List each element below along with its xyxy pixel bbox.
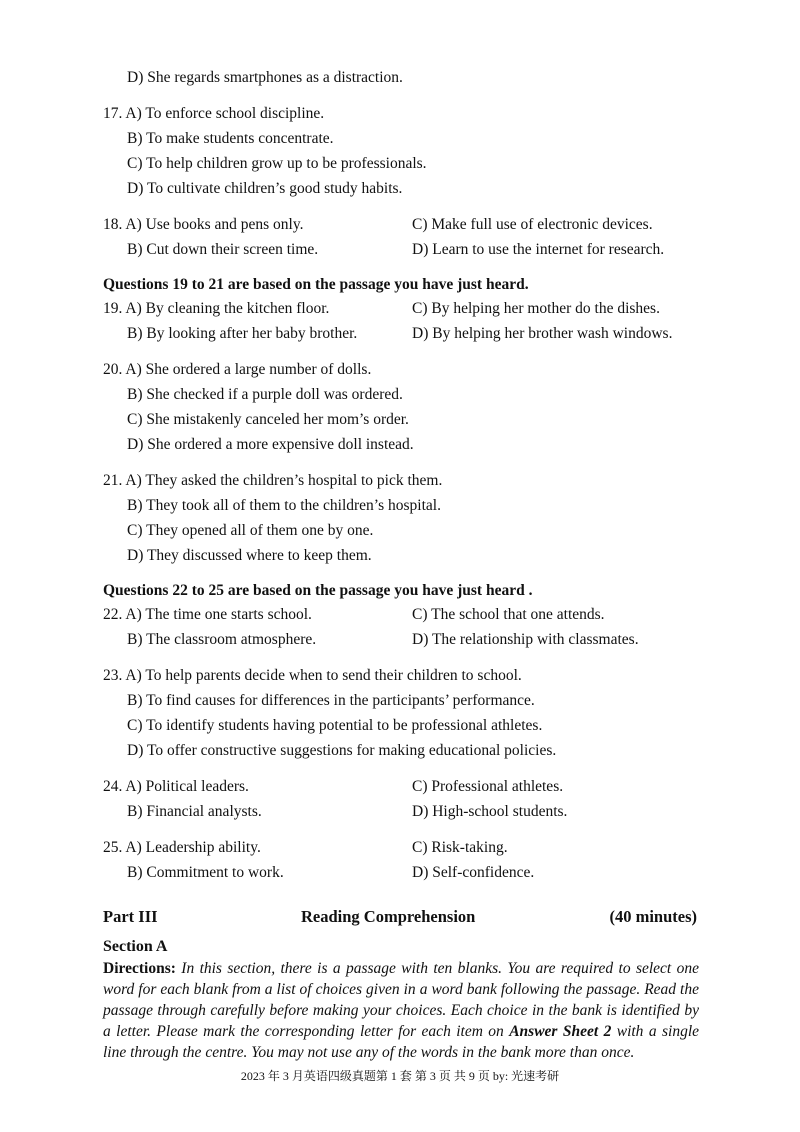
- q20-option-a: 20. A) She ordered a large number of dolls.: [103, 361, 372, 378]
- q18-option-b: B) Cut down their screen time.: [127, 241, 319, 258]
- questions-22-25-heading: Questions 22 to 25 are based on the passage you have just heard .: [103, 582, 533, 599]
- part-time: (40 minutes): [609, 907, 697, 926]
- q17-option-b: B) To make students concentrate.: [127, 130, 334, 147]
- questions-19-21-heading: Questions 19 to 21 are based on the passage you have just heard.: [103, 276, 529, 293]
- q21-option-c: C) They opened all of them one by one.: [127, 522, 374, 539]
- directions-paragraph: [103, 958, 699, 1063]
- q25-option-d: D) Self-confidence.: [412, 864, 535, 881]
- q24-option-d: D) High-school students.: [412, 803, 568, 820]
- part-title: Reading Comprehension: [301, 907, 476, 926]
- q19-option-a: 19. A) By cleaning the kitchen floor.: [103, 300, 330, 317]
- q19-option-d: D) By helping her brother wash windows.: [412, 325, 673, 342]
- q20-option-d: D) She ordered a more expensive doll instead.: [127, 436, 414, 453]
- q21-option-b: B) They took all of them to the children’s hospital.: [127, 497, 441, 514]
- q18-option-c: C) Make full use of electronic devices.: [412, 216, 653, 233]
- q23-option-d: D) To offer constructive suggestions for making educational policies.: [127, 742, 557, 759]
- q19-option-b: B) By looking after her baby brother.: [127, 325, 358, 342]
- q19-option-c: C) By helping her mother do the dishes.: [412, 300, 660, 317]
- q20-option-b: B) She checked if a purple doll was ordered.: [127, 386, 403, 403]
- q16-option-d: D) She regards smartphones as a distraction.: [127, 69, 403, 86]
- q22-option-c: C) The school that one attends.: [412, 606, 605, 623]
- part-label: Part III: [103, 907, 158, 926]
- q25-option-c: C) Risk-taking.: [412, 839, 508, 856]
- q21-option-a: 21. A) They asked the children’s hospital to pick them.: [103, 472, 443, 489]
- q22-option-a: 22. A) The time one starts school.: [103, 606, 312, 623]
- directions-text-2: with a single line through the centre. You may not use any of the words in the bank more than once.: [103, 1023, 700, 1061]
- directions-text-1: In this section, there is a passage with ten blanks. You are required to select one word for each blank from a list of choices given in a word bank following the passage. Read the passage through carefully before making your choices. Each choice in the bank is identified by a letter. Please mark the corresponding letter for each item on: [103, 960, 699, 1040]
- q23-option-a: 23. A) To help parents decide when to send their children to school.: [103, 667, 522, 684]
- q20-option-c: C) She mistakenly canceled her mom’s order.: [127, 411, 409, 428]
- q17-option-a: 17. A) To enforce school discipline.: [103, 105, 325, 122]
- q21-option-d: D) They discussed where to keep them.: [127, 547, 372, 564]
- page-footer: 2023 年 3 月英语四级真题第 1 套 第 3 页 共 9 页 by: 光速考研: [240, 1069, 560, 1083]
- directions-label: Directions:: [103, 960, 176, 977]
- q23-option-b: B) To find causes for differences in the participants’ performance.: [127, 692, 535, 709]
- q22-option-d: D) The relationship with classmates.: [412, 631, 639, 648]
- q17-option-c: C) To help children grow up to be professionals.: [127, 155, 427, 172]
- q24-option-b: B) Financial analysts.: [127, 803, 262, 820]
- q17-option-d: D) To cultivate children’s good study habits.: [127, 180, 403, 197]
- q22-option-b: B) The classroom atmosphere.: [127, 631, 317, 648]
- q25-option-b: B) Commitment to work.: [127, 864, 284, 881]
- q18-option-d: D) Learn to use the internet for research.: [412, 241, 665, 258]
- q25-option-a: 25. A) Leadership ability.: [103, 839, 261, 856]
- q24-option-a: 24. A) Political leaders.: [103, 778, 249, 795]
- q24-option-c: C) Professional athletes.: [412, 778, 564, 795]
- answer-sheet-reference: Answer Sheet 2: [509, 1023, 612, 1040]
- section-heading: Section A: [103, 938, 168, 955]
- q23-option-c: C) To identify students having potential to be professional athletes.: [127, 717, 543, 734]
- q18-option-a: 18. A) Use books and pens only.: [103, 216, 304, 233]
